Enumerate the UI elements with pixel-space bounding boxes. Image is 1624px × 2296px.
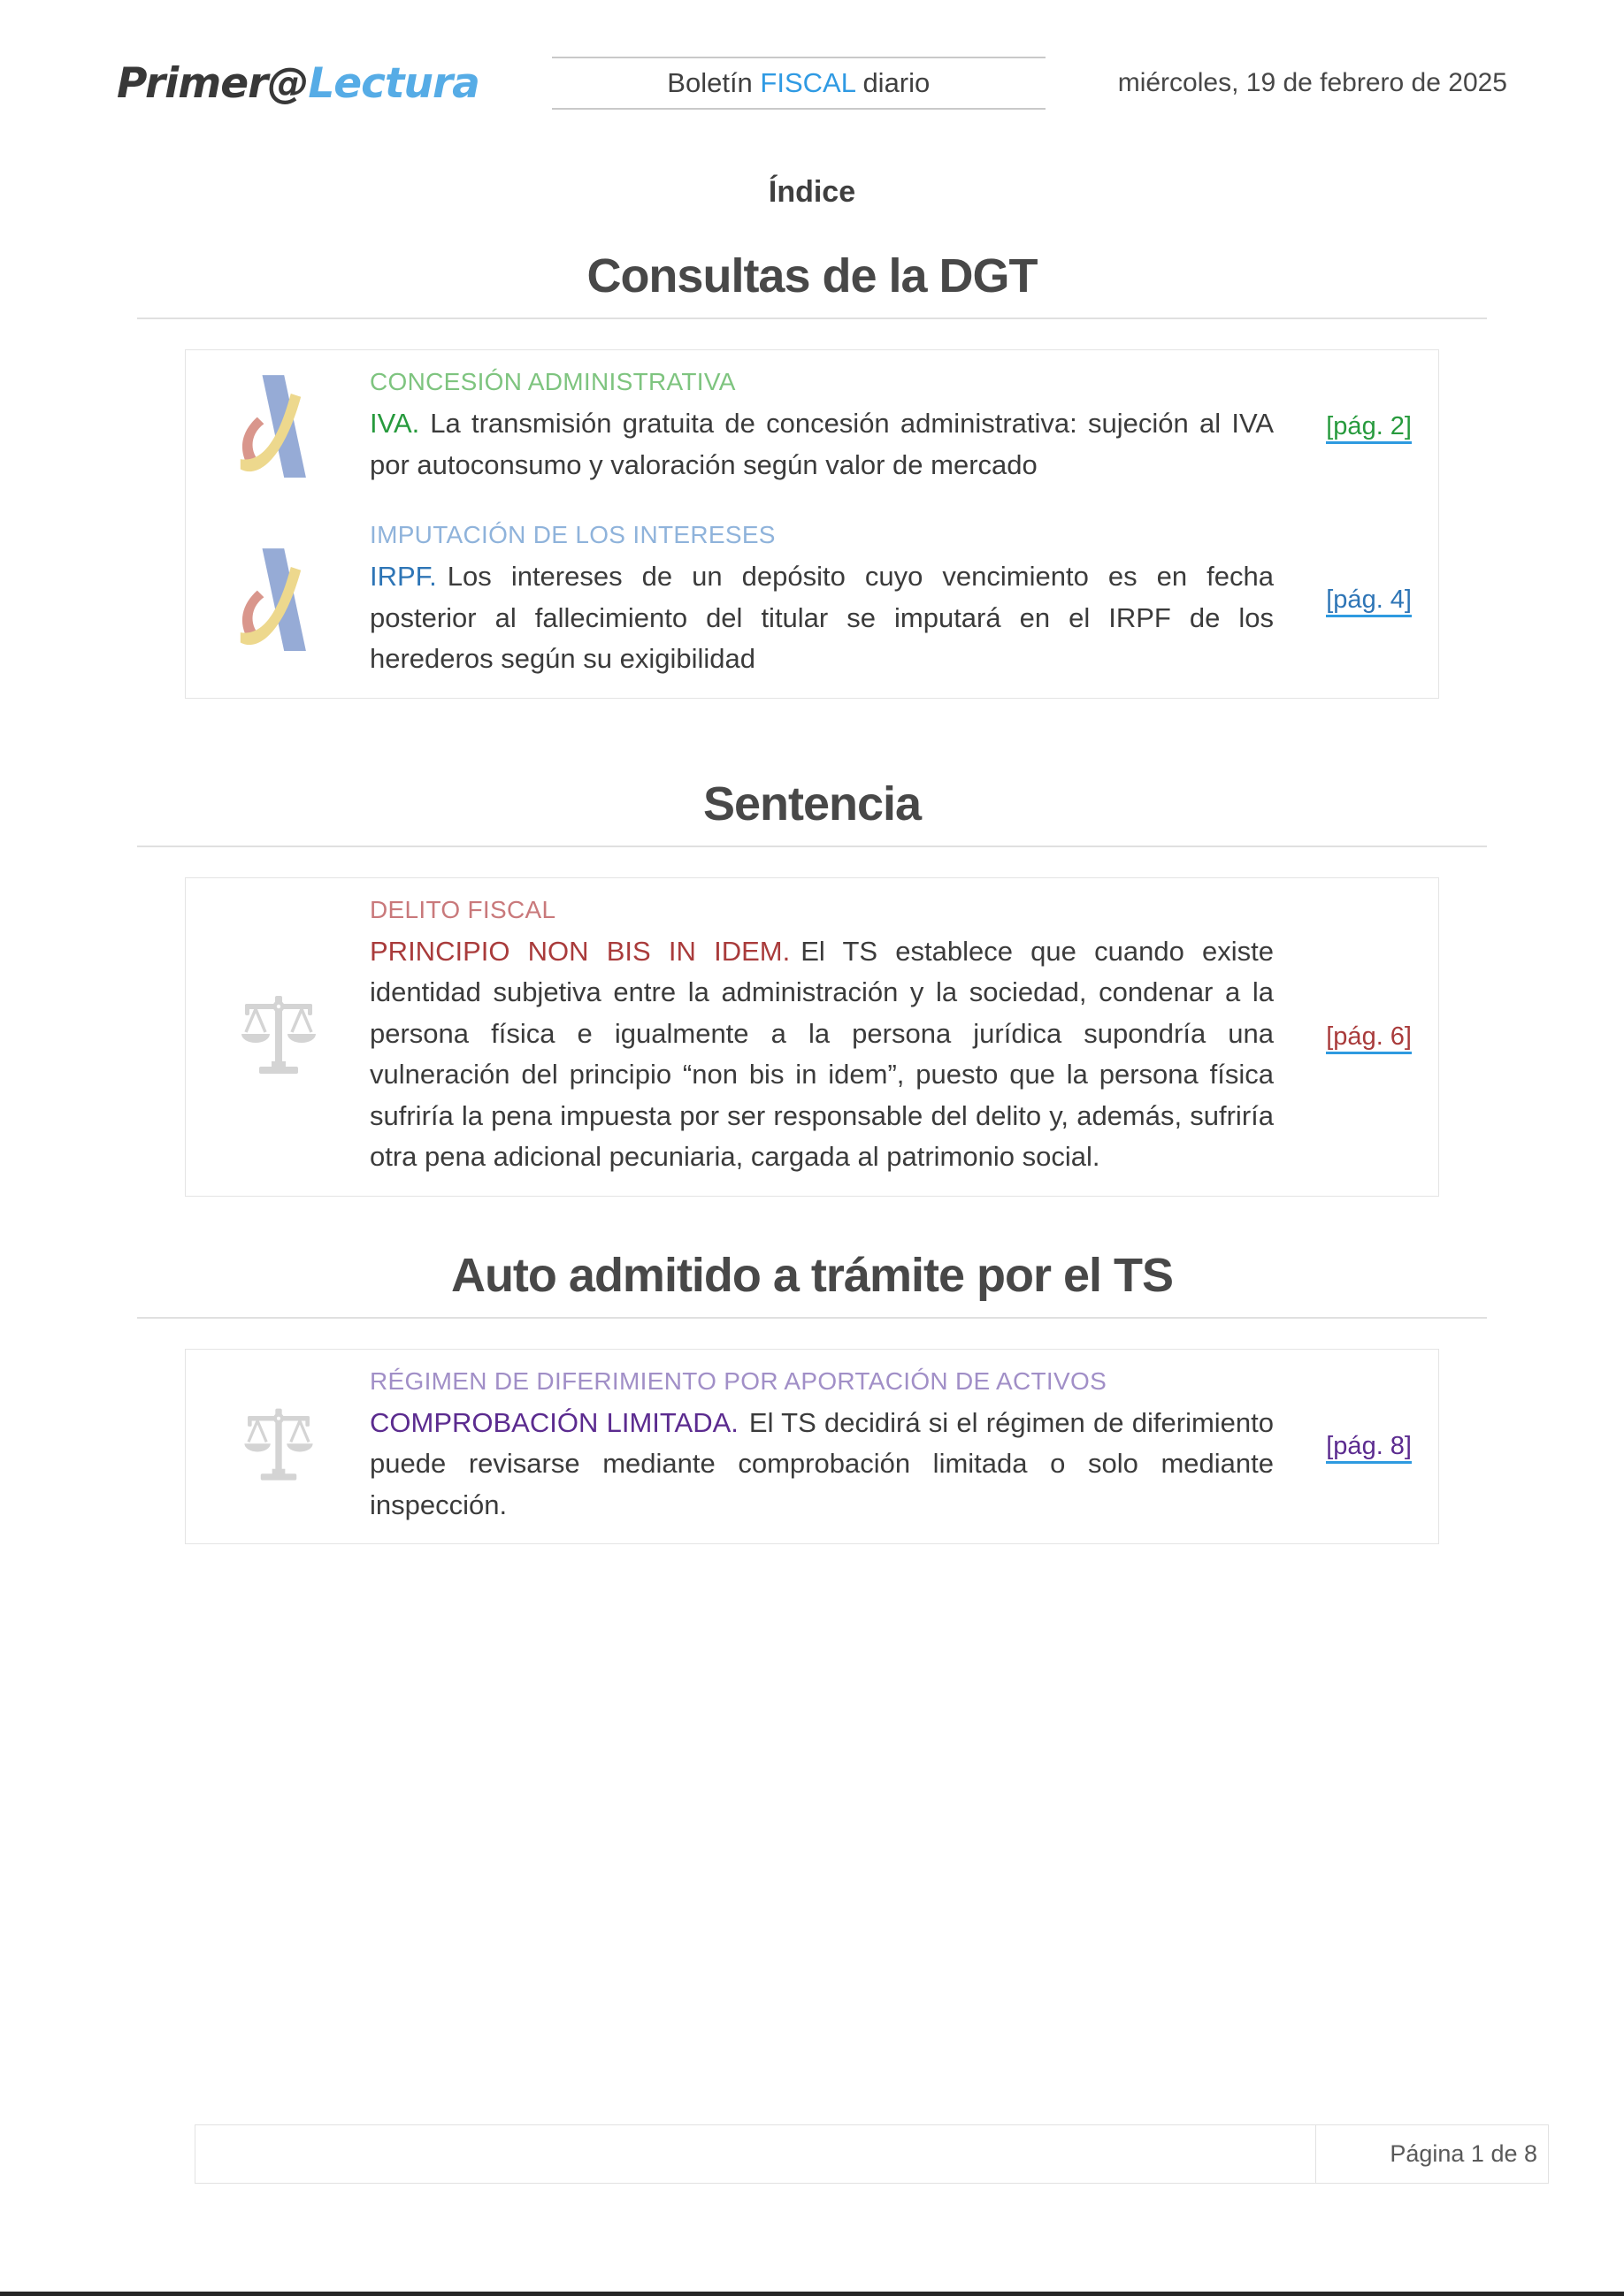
page-ref-link[interactable]: [pág. 4] — [1326, 585, 1412, 617]
list-item — [212, 368, 1412, 486]
item-lead: IVA. — [370, 408, 420, 439]
item-category: DELITO FISCAL — [370, 895, 556, 923]
list-item — [212, 896, 1412, 1178]
section-title-sentencia: Sentencia — [702, 777, 922, 830]
section-title-consultas-dgt: Consultas de la DGT — [586, 249, 1038, 302]
bulletin-word-fiscal: FISCAL — [760, 67, 855, 98]
item-text — [370, 368, 1274, 486]
section-title-auto-ts: Auto admitido a trámite por el TS — [450, 1248, 1174, 1302]
brand-logo-primary: Primer@ — [117, 58, 309, 108]
page-ref-cell — [1298, 585, 1412, 615]
scales-icon — [212, 1404, 345, 1489]
page-ref-link[interactable]: [pág. 2] — [1326, 412, 1412, 444]
bulletin-title — [552, 57, 1046, 110]
item-body: La transmisión gratuita de concesión administrativa: sujeción al IVA por autoconsumo y valoración según valor de mercado — [370, 408, 1274, 480]
item-lead: IRPF. — [370, 561, 437, 592]
item-body: El TS decidirá si el régimen de diferimiento puede revisarse mediante comprobación limitada o solo mediante inspección. — [370, 1406, 1275, 1520]
aeat-logo-icon — [212, 547, 345, 654]
section-rule — [137, 846, 1487, 847]
list-item — [212, 521, 1412, 680]
index-title: Índice — [768, 175, 856, 209]
item-category: CONCESIÓN ADMINISTRATIVA — [370, 368, 736, 395]
item-body: Los intereses de un depósito cuyo vencimiento es en fecha posterior al fallecimiento del titular se imputará en el IRPF de los herederos según su exigibilidad — [370, 561, 1274, 674]
footer-empty-cell — [195, 2125, 1315, 2183]
page-ref-link[interactable]: [pág. 6] — [1326, 1022, 1412, 1054]
item-category: RÉGIMEN DE DIFERIMIENTO POR APORTACIÓN DE ACTIVOS — [370, 1366, 1107, 1395]
item-lead: COMPROBACIÓN LIMITADA. — [370, 1406, 739, 1438]
issue-date: miércoles, 19 de febrero de 2025 — [1117, 68, 1507, 97]
aeat-logo-icon — [212, 373, 345, 481]
page-ref-link[interactable]: [pág. 8] — [1326, 1432, 1412, 1464]
bulletin-word-2: diario — [862, 67, 931, 98]
section-rule — [137, 318, 1487, 319]
item-lead: PRINCIPIO NON BIS IN IDEM. — [370, 935, 791, 967]
list-item — [212, 1367, 1412, 1527]
page-number: Página 1 de 8 — [1315, 2125, 1548, 2183]
item-summary — [370, 931, 1274, 1178]
item-text — [370, 521, 1274, 680]
section-card-auto-ts — [185, 1349, 1439, 1545]
section-rule — [137, 1317, 1487, 1319]
item-summary — [370, 403, 1274, 486]
item-summary — [370, 1403, 1274, 1527]
page-header — [0, 0, 1624, 110]
page-ref-cell — [1298, 412, 1412, 441]
page-bottom-edge — [0, 2292, 1624, 2296]
item-text — [370, 1367, 1274, 1527]
item-category: IMPUTACIÓN DE LOS INTERESES — [370, 521, 776, 548]
section-card-consultas — [185, 349, 1439, 699]
item-summary — [370, 556, 1274, 680]
bulletin-word-1: Boletín — [667, 67, 753, 98]
page-ref-cell — [1298, 1432, 1412, 1461]
item-text — [370, 896, 1274, 1178]
brand-logo — [117, 59, 479, 108]
item-body: El TS establece que cuando existe identidad subjetiva entre la administración y la sociedad, condenar a la persona física e igualmente a la persona jurídica supondría una vulneración del principio “non bis in idem”, puesto que la persona física sufriría la pena impuesta por ser responsable del delito y, además, sufriría otra pena adicional pecuniaria, cargada al patrimonio social. — [370, 935, 1274, 1172]
page-ref-cell — [1298, 1022, 1412, 1052]
scales-icon — [212, 991, 345, 1083]
footer-bar — [195, 2124, 1549, 2184]
section-card-sentencia — [185, 877, 1439, 1197]
brand-logo-secondary: Lectura — [308, 58, 479, 108]
